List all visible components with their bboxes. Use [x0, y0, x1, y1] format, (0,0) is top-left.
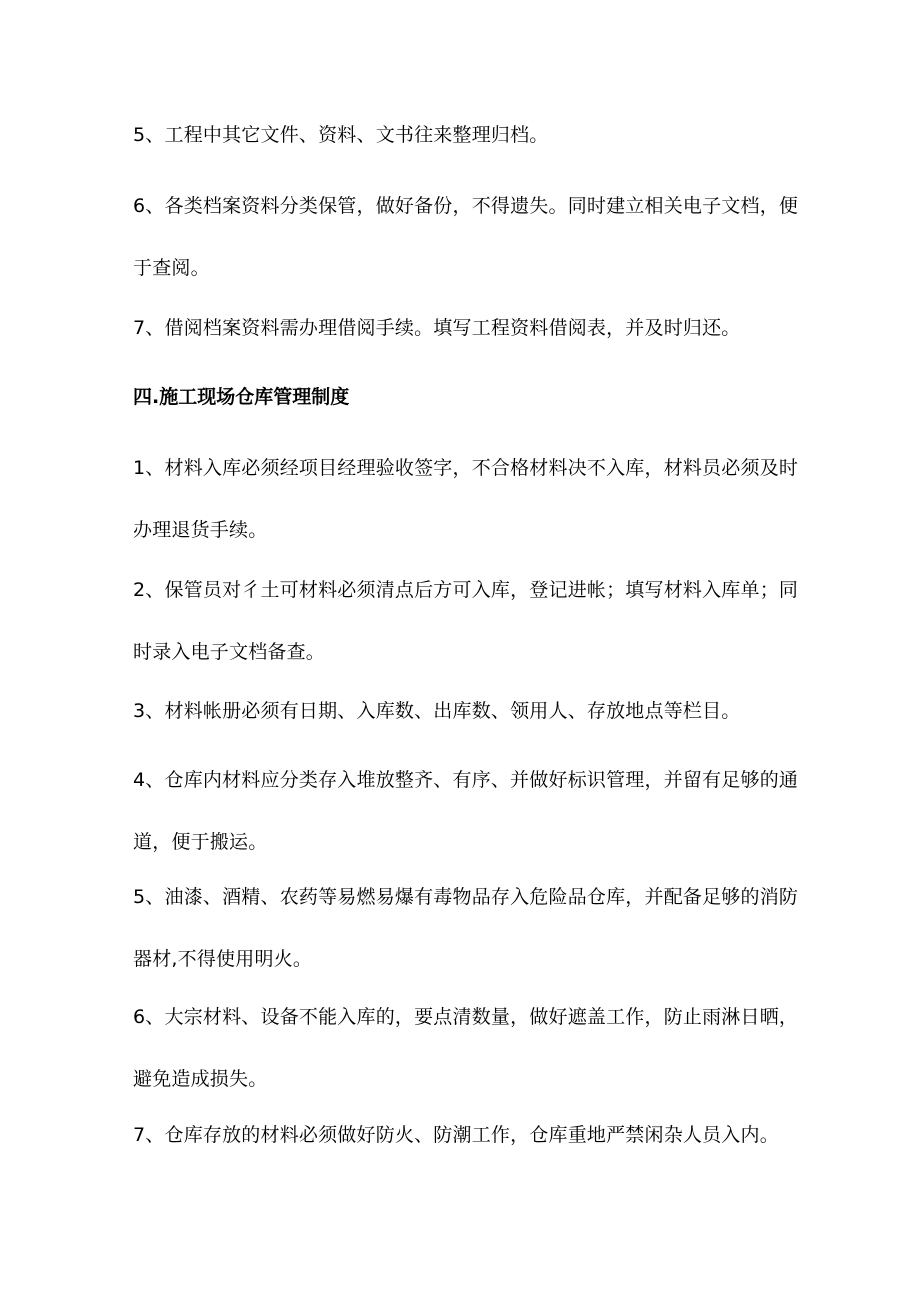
paragraph-item-5-warehouse: 5、油漆、酒精、农药等易燃易爆有毒物品存入危险品仓库，并配备足够的消防器材,不得使用明火。 [133, 886, 799, 970]
paragraph-item-2-warehouse: 2、保管员对彳土可材料必须清点后方可入库，登记进帐；填写材料入库单；同时录入电子文档备查。 [133, 579, 799, 663]
paragraph-item-3-warehouse: 3、材料帐册必须有日期、入库数、出库数、领用人、存放地点等栏目。 [133, 700, 741, 722]
paragraph-item-7-warehouse: 7、仓库存放的材料必须做好防火、防潮工作，仓库重地严禁闲杂人员入内。 [133, 1124, 779, 1146]
paragraph-item-4-warehouse: 4、仓库内材料应分类存入堆放整齐、有序、并做好标识管理，并留有足够的通道，便于搬运。 [133, 769, 799, 853]
paragraph-item-5-archive: 5、工程中其它文件、资料、文书往来整理归档。 [133, 124, 549, 146]
paragraph-item-1-warehouse: 1、材料入库必须经项目经理验收签字，不合格材料决不入库，材料员必须及时办理退货手续。 [133, 457, 799, 541]
paragraph-item-7-archive: 7、借阅档案资料需办理借阅手续。填写工程资料借阅表，并及时归还。 [133, 317, 741, 339]
section-heading: 四.施工现场仓库管理制度 [133, 386, 350, 408]
paragraph-item-6-warehouse: 6、大宗材料、设备不能入库的，要点清数量，做好遮盖工作，防止雨淋日晒，避免造成损失。 [133, 1006, 799, 1090]
paragraph-item-6-archive: 6、各类档案资料分类保管，做好备份，不得遗失。同时建立相关电子文档，便于查阅。 [133, 195, 799, 279]
